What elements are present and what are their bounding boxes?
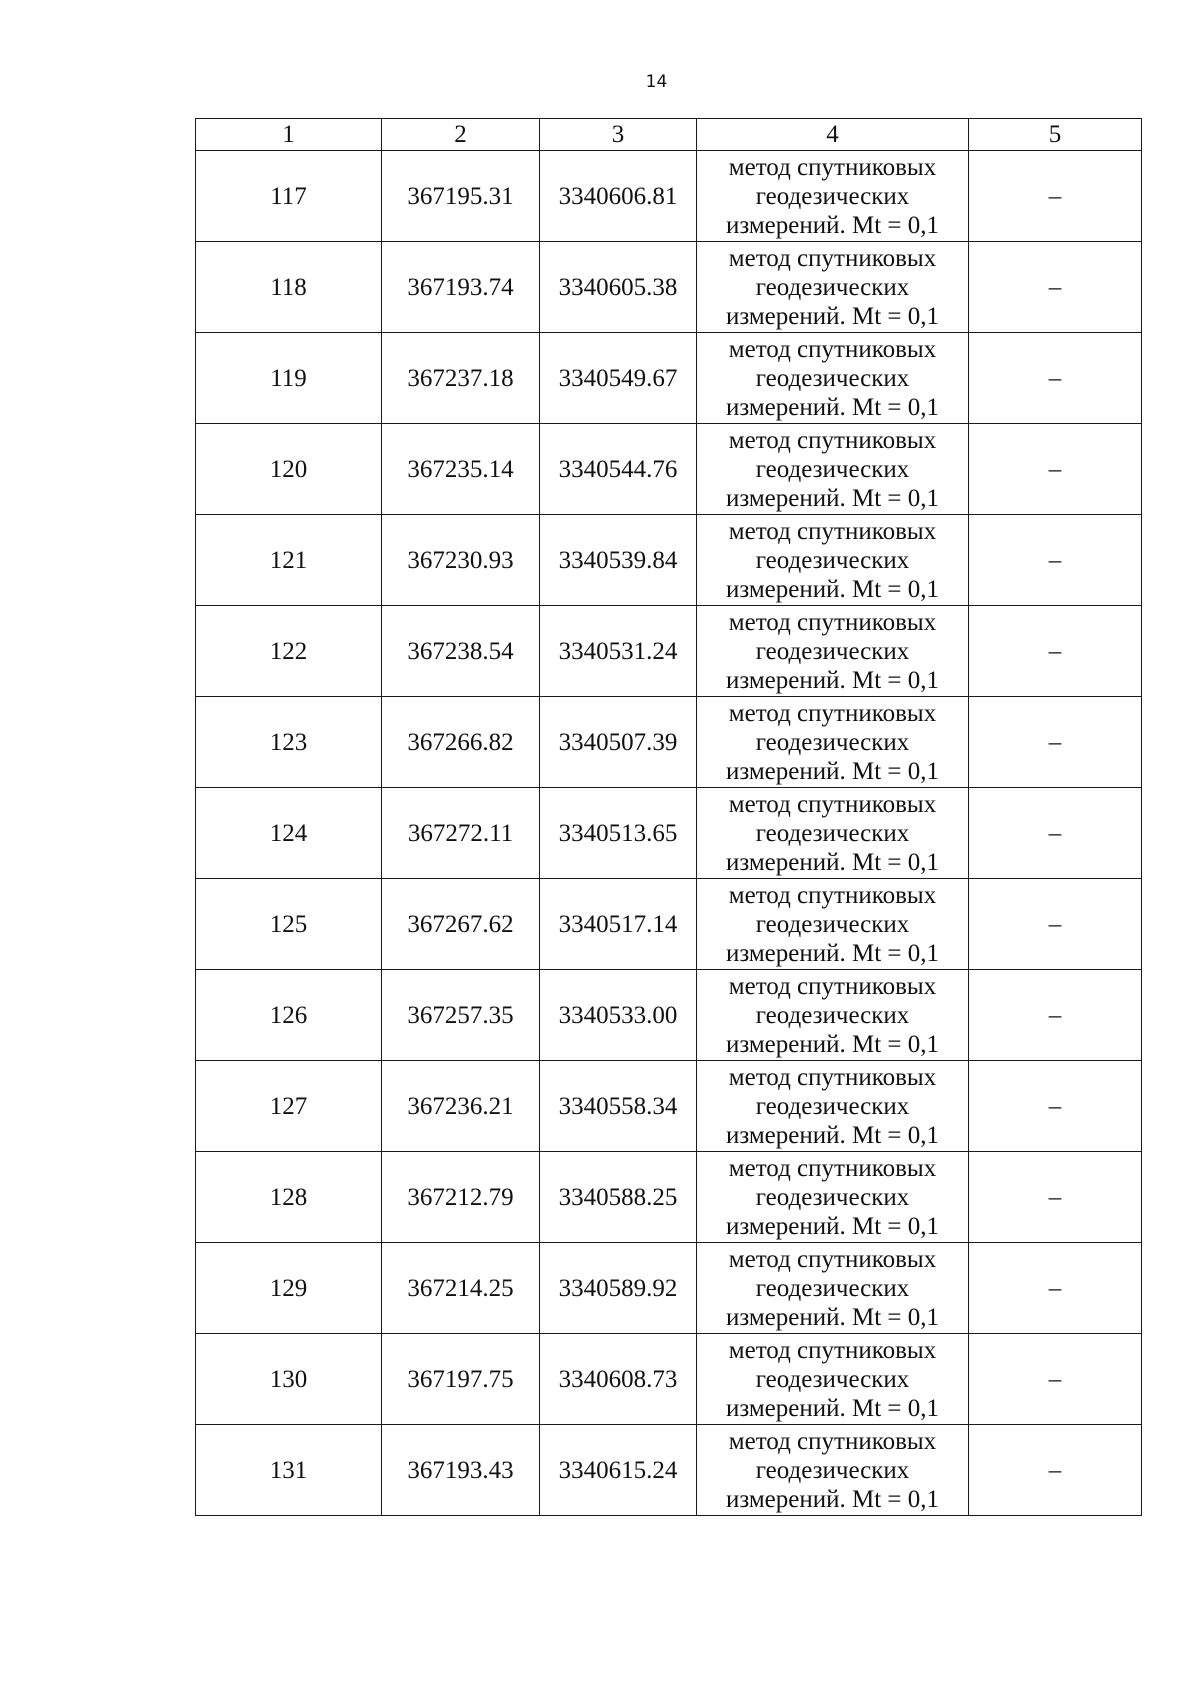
note-cell: –: [969, 788, 1142, 879]
method-line: измерений. Mt = 0,1: [725, 393, 940, 421]
method-cell: [697, 151, 969, 242]
method-line: метод спутниковых: [728, 790, 937, 818]
point-number-cell: 121: [196, 515, 382, 606]
x-coordinate-cell: 367214.25: [382, 1243, 540, 1334]
point-number-cell: 122: [196, 606, 382, 697]
header-row: [196, 119, 1142, 151]
x-coordinate-cell: 367266.82: [382, 697, 540, 788]
table-row: [196, 1152, 1142, 1243]
method-cell: [697, 1243, 969, 1334]
table-row: [196, 424, 1142, 515]
header-cell-method: 4: [697, 119, 969, 151]
method-line: метод спутниковых: [728, 1063, 937, 1091]
method-cell: [697, 879, 969, 970]
method-line: измерений. Mt = 0,1: [725, 1394, 940, 1422]
method-line: метод спутниковых: [728, 153, 937, 181]
y-coordinate-cell: 3340517.14: [540, 879, 697, 970]
point-number-cell: 117: [196, 151, 382, 242]
method-cell: [697, 606, 969, 697]
note-cell: –: [969, 515, 1142, 606]
method-line: метод спутниковых: [728, 426, 937, 454]
table-row: [196, 1425, 1142, 1516]
note-cell: –: [969, 1334, 1142, 1425]
y-coordinate-cell: 3340531.24: [540, 606, 697, 697]
x-coordinate-cell: 367257.35: [382, 970, 540, 1061]
point-number-cell: 120: [196, 424, 382, 515]
point-number-cell: 127: [196, 1061, 382, 1152]
note-cell: –: [969, 424, 1142, 515]
table-row: [196, 788, 1142, 879]
method-line: геодезических: [755, 1365, 910, 1393]
y-coordinate-cell: 3340589.92: [540, 1243, 697, 1334]
method-cell: [697, 970, 969, 1061]
method-line: геодезических: [755, 455, 910, 483]
table-row: [196, 1243, 1142, 1334]
note-cell: –: [969, 1152, 1142, 1243]
table-header: [196, 119, 1142, 151]
point-number-cell: 129: [196, 1243, 382, 1334]
method-line: измерений. Mt = 0,1: [725, 939, 940, 967]
point-number-cell: 123: [196, 697, 382, 788]
method-cell: [697, 1152, 969, 1243]
coordinates-table: [195, 118, 1142, 1516]
note-cell: –: [969, 606, 1142, 697]
method-line: метод спутниковых: [728, 335, 937, 363]
method-line: измерений. Mt = 0,1: [725, 848, 940, 876]
x-coordinate-cell: 367235.14: [382, 424, 540, 515]
table-row: [196, 515, 1142, 606]
method-line: метод спутниковых: [728, 881, 937, 909]
x-coordinate-cell: 367230.93: [382, 515, 540, 606]
point-number-cell: 130: [196, 1334, 382, 1425]
method-line: геодезических: [755, 1456, 910, 1484]
method-cell: [697, 1425, 969, 1516]
header-cell-point: 1: [196, 119, 382, 151]
method-line: измерений. Mt = 0,1: [725, 484, 940, 512]
method-line: измерений. Mt = 0,1: [725, 211, 940, 239]
point-number-cell: 128: [196, 1152, 382, 1243]
method-line: измерений. Mt = 0,1: [725, 1030, 940, 1058]
note-cell: –: [969, 879, 1142, 970]
method-line: измерений. Mt = 0,1: [725, 1303, 940, 1331]
method-line: геодезических: [755, 364, 910, 392]
table-row: [196, 697, 1142, 788]
method-line: геодезических: [755, 546, 910, 574]
method-line: измерений. Mt = 0,1: [725, 302, 940, 330]
method-line: геодезических: [755, 273, 910, 301]
header-cell-y: 3: [540, 119, 697, 151]
y-coordinate-cell: 3340615.24: [540, 1425, 697, 1516]
method-line: метод спутниковых: [728, 1154, 937, 1182]
method-line: измерений. Mt = 0,1: [725, 1212, 940, 1240]
y-coordinate-cell: 3340533.00: [540, 970, 697, 1061]
method-line: метод спутниковых: [728, 699, 937, 727]
x-coordinate-cell: 367193.74: [382, 242, 540, 333]
table-row: [196, 242, 1142, 333]
note-cell: –: [969, 242, 1142, 333]
table-row: [196, 970, 1142, 1061]
method-cell: [697, 515, 969, 606]
method-line: измерений. Mt = 0,1: [725, 666, 940, 694]
table-row: [196, 1334, 1142, 1425]
point-number-cell: 126: [196, 970, 382, 1061]
table-row: [196, 606, 1142, 697]
note-cell: –: [969, 697, 1142, 788]
method-cell: [697, 1061, 969, 1152]
x-coordinate-cell: 367195.31: [382, 151, 540, 242]
note-cell: –: [969, 333, 1142, 424]
page-number: 14: [645, 72, 668, 92]
y-coordinate-cell: 3340608.73: [540, 1334, 697, 1425]
x-coordinate-cell: 367272.11: [382, 788, 540, 879]
method-line: измерений. Mt = 0,1: [725, 1485, 940, 1513]
y-coordinate-cell: 3340588.25: [540, 1152, 697, 1243]
note-cell: –: [969, 1425, 1142, 1516]
x-coordinate-cell: 367193.43: [382, 1425, 540, 1516]
method-cell: [697, 242, 969, 333]
y-coordinate-cell: 3340558.34: [540, 1061, 697, 1152]
method-line: геодезических: [755, 1092, 910, 1120]
header-cell-note: 5: [969, 119, 1142, 151]
method-cell: [697, 697, 969, 788]
note-cell: –: [969, 1243, 1142, 1334]
method-line: метод спутниковых: [728, 608, 937, 636]
method-line: геодезических: [755, 910, 910, 938]
table-body: [196, 151, 1142, 1516]
method-line: геодезических: [755, 819, 910, 847]
method-cell: [697, 788, 969, 879]
table-row: [196, 333, 1142, 424]
method-line: геодезических: [755, 1001, 910, 1029]
method-line: геодезических: [755, 637, 910, 665]
x-coordinate-cell: 367237.18: [382, 333, 540, 424]
note-cell: –: [969, 970, 1142, 1061]
y-coordinate-cell: 3340544.76: [540, 424, 697, 515]
note-cell: –: [969, 1061, 1142, 1152]
point-number-cell: 125: [196, 879, 382, 970]
y-coordinate-cell: 3340539.84: [540, 515, 697, 606]
y-coordinate-cell: 3340606.81: [540, 151, 697, 242]
method-line: измерений. Mt = 0,1: [725, 575, 940, 603]
method-line: геодезических: [755, 182, 910, 210]
point-number-cell: 119: [196, 333, 382, 424]
point-number-cell: 131: [196, 1425, 382, 1516]
y-coordinate-cell: 3340549.67: [540, 333, 697, 424]
method-line: метод спутниковых: [728, 1427, 937, 1455]
point-number-cell: 124: [196, 788, 382, 879]
method-cell: [697, 424, 969, 515]
note-cell: –: [969, 151, 1142, 242]
method-line: геодезических: [755, 1274, 910, 1302]
method-line: метод спутниковых: [728, 972, 937, 1000]
method-line: метод спутниковых: [728, 1336, 937, 1364]
y-coordinate-cell: 3340513.65: [540, 788, 697, 879]
point-number-cell: 118: [196, 242, 382, 333]
method-line: метод спутниковых: [728, 517, 937, 545]
method-line: метод спутниковых: [728, 244, 937, 272]
table-row: [196, 151, 1142, 242]
method-line: геодезических: [755, 728, 910, 756]
x-coordinate-cell: 367236.21: [382, 1061, 540, 1152]
method-line: измерений. Mt = 0,1: [725, 1121, 940, 1149]
y-coordinate-cell: 3340507.39: [540, 697, 697, 788]
x-coordinate-cell: 367267.62: [382, 879, 540, 970]
y-coordinate-cell: 3340605.38: [540, 242, 697, 333]
method-cell: [697, 1334, 969, 1425]
header-cell-x: 2: [382, 119, 540, 151]
method-line: измерений. Mt = 0,1: [725, 757, 940, 785]
method-line: метод спутниковых: [728, 1245, 937, 1273]
method-cell: [697, 333, 969, 424]
method-line: геодезических: [755, 1183, 910, 1211]
table-row: [196, 1061, 1142, 1152]
x-coordinate-cell: 367212.79: [382, 1152, 540, 1243]
x-coordinate-cell: 367238.54: [382, 606, 540, 697]
table-row: [196, 879, 1142, 970]
x-coordinate-cell: 367197.75: [382, 1334, 540, 1425]
